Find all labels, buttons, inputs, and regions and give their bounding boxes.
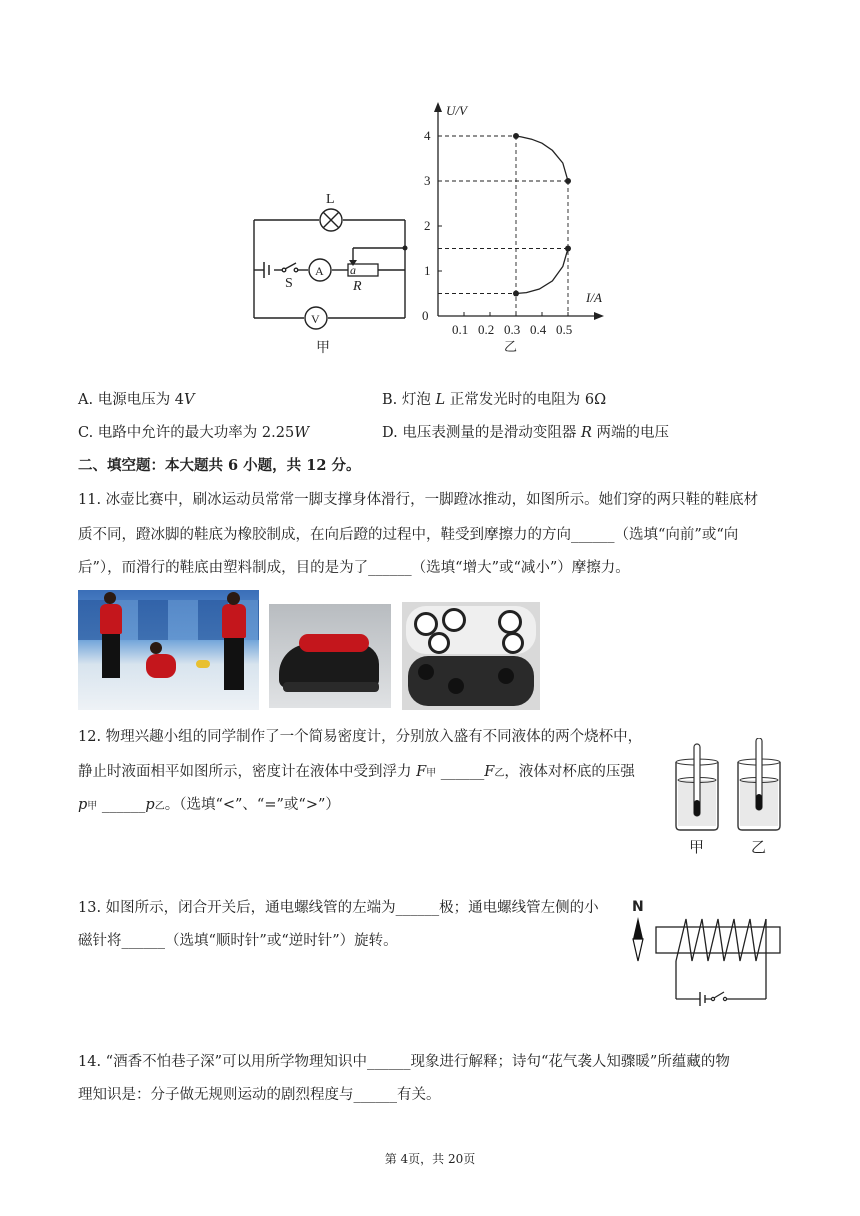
q11-line: 质不同，蹬冰脚的鞋底为橡胶制成，在向后蹬的过程中，鞋受到摩擦力的方向______（选填“向前”或“向 (78, 527, 739, 543)
q13-line: 磁针将______（选填“顺时针”或“逆时针”）旋转。 (78, 933, 398, 949)
q11-line: 后”），而滑行的鞋底由塑料制成，目的是为了______（选填“增大”或“减小”）摩擦力。 (78, 560, 630, 576)
x-tick-label: 0.1 (452, 322, 469, 337)
beakers-figure (670, 738, 790, 858)
data-point (565, 178, 571, 184)
solenoid-coil (676, 919, 766, 961)
circuit-diagram (240, 180, 420, 360)
origin-label: 0 (422, 308, 429, 323)
graph-caption: 乙 (504, 339, 518, 354)
x-axis-arrow (594, 312, 604, 320)
y-axis-label: U/V (446, 103, 467, 118)
y-tick-label: 2 (424, 218, 431, 233)
y-tick-label: 1 (424, 263, 431, 278)
voltmeter-label: V (311, 312, 320, 326)
q14-line: 理知识是：分子做无规则运动的剧烈程度与______有关。 (78, 1087, 441, 1103)
x-tick-label: 0.4 (530, 322, 547, 337)
series-line (516, 136, 568, 181)
slider-label: a (350, 263, 356, 277)
rheostat-label: R (353, 279, 362, 294)
q12-line: p甲 ______p乙。（选填“<”、“=”或“>”） (78, 797, 340, 813)
sole-photo (402, 602, 540, 710)
section-heading: 二、填空题：本大题共 6 小题，共 12 分。 (78, 457, 361, 474)
option-a: A. 电源电压为 4V (78, 392, 195, 408)
q12-line: 静止时液面相平如图所示，密度计在液体中受到浮力 F甲 ______F乙，液体对杯底的压强 (78, 764, 635, 780)
x-tick-label: 0.5 (556, 322, 573, 337)
circuit-battery (700, 992, 705, 1006)
shoe-photo (269, 604, 391, 708)
y-axis-arrow (434, 102, 442, 112)
needle-n-label: N (632, 899, 644, 915)
x-tick-label: 0.2 (478, 322, 495, 337)
battery-symbol (264, 262, 269, 278)
lamp-symbol (320, 209, 342, 231)
q13-line: 13. 如图所示，闭合开关后，通电螺线管的左端为______极；通电螺线管左侧的小 (78, 900, 599, 916)
beaker-jia (676, 744, 718, 830)
option-c: C. 电路中允许的最大功率为 2.25W (78, 425, 310, 441)
q11-line: 11. 冰壶比赛中，刷冰运动员常常一脚支撑身体滑行，一脚蹬冰推动，如图所示。她们穿的两只鞋的鞋底材 (78, 492, 759, 508)
curling-photo (78, 590, 259, 710)
beaker-label-jia: 甲 (689, 838, 705, 856)
y-tick-label: 4 (424, 128, 431, 143)
data-point (513, 133, 519, 139)
ui-graph (410, 98, 610, 354)
magnetic-needle (633, 917, 643, 961)
circuit-switch (705, 992, 727, 1001)
x-axis-label: I/A (586, 290, 602, 305)
beaker-label-yi: 乙 (751, 838, 767, 856)
y-tick-label: 3 (424, 173, 431, 188)
circuit-caption: 甲 (316, 341, 330, 356)
q14-line: 14. “酒香不怕巷子深”可以用所学物理知识中______现象进行解释；诗句“花气袭人知骤暖”所蕴藏的物 (78, 1054, 730, 1070)
switch-label: S (285, 276, 293, 291)
solenoid-figure (628, 895, 788, 1007)
option-d: D. 电压表测量的是滑动变阻器 R 两端的电压 (382, 425, 669, 441)
beaker-yi (738, 738, 780, 830)
data-point (513, 291, 519, 297)
switch-symbol (282, 263, 298, 272)
page-footer: 第 4页，共 20页 (384, 1152, 476, 1166)
x-tick-label: 0.3 (504, 322, 521, 337)
series-line (516, 249, 568, 294)
lamp-label: L (326, 192, 335, 207)
ammeter-label: A (315, 264, 324, 278)
option-b: B. 灯泡 L 正常发光时的电阻为 6Ω (382, 392, 607, 408)
data-point (565, 246, 571, 252)
q12-line: 12. 物理兴趣小组的同学制作了一个简易密度计，分别放入盛有不同液体的两个烧杯中， (78, 729, 643, 745)
